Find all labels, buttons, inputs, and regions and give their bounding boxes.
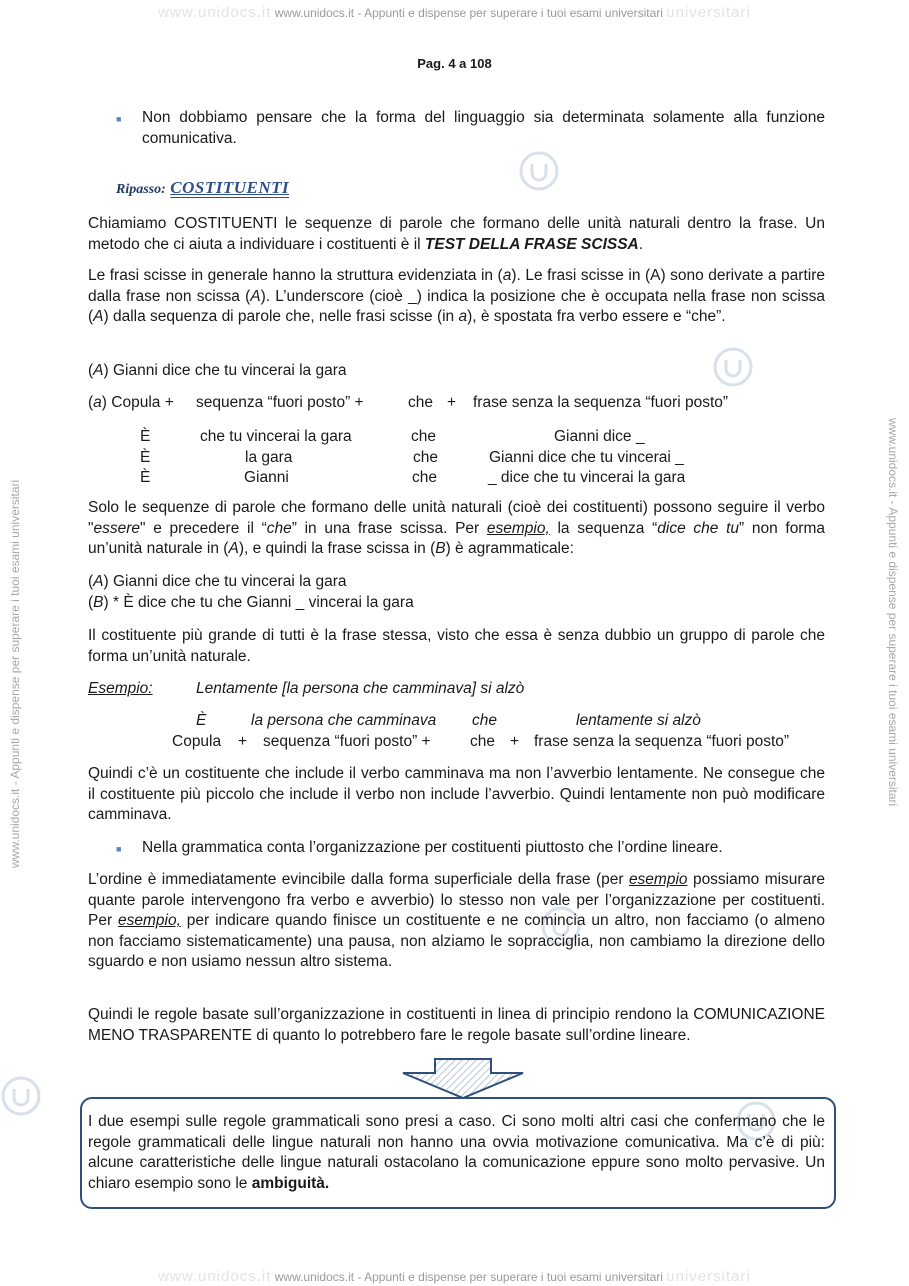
watermark-right-vertical: www.unidocs.it - Appunti e dispense per superare i tuoi esami universitari <box>886 418 900 807</box>
esempio-label: Esempio: <box>88 680 153 697</box>
paragraph: Quindi le regole basate sull’organizzazione in costituenti in linea di principio rendono la COMUNICAZIONE MENO TRASPARENTE di quanto lo potrebbero fare le regole basate sull’ordine lineare. <box>88 1006 825 1044</box>
example-line-A: (A) Gianni dice che tu vincerai la gara <box>88 362 347 379</box>
watermark-faint-left: www.unidocs.it <box>158 4 272 21</box>
watermark-faint-right: universitari <box>666 1268 751 1285</box>
paragraph: L’ordine è immediatamente evincibile dalla forma superficiale della frase (per esempio possiamo misurare quante parole intervengono fra verbo e avverbio) lo stesso non vale per l’organizzazione per costituenti. Per esempio, per indicare quando finisce un costituente e ne comincia un altro, non facciamo (o almeno non facciamo sistematicamente) una pausa, non alziamo le sopracciglia, non cambiamo la direzione dello sguardo e non usiamo nessun altro sistema. <box>88 871 825 970</box>
unidocs-logo-icon <box>712 346 754 388</box>
watermark-top <box>0 4 909 21</box>
bullet-text: Nella grammatica conta l’organizzazione per costituenti piuttosto che l’ordine lineare. <box>142 839 723 856</box>
paragraph: Il costituente più grande di tutti è la frase stessa, visto che essa è senza dubbio un gruppo di parole che forma un’unità naturale. <box>88 627 825 665</box>
bullet-icon: ■ <box>116 114 122 124</box>
watermark-faint-left: www.unidocs.it <box>158 1268 272 1285</box>
watermark-left-vertical: www.unidocs.it - Appunti e dispense per superare i tuoi esami universitari <box>8 479 22 868</box>
unidocs-logo-icon <box>518 150 560 192</box>
structure-line: (a) Copula + sequenza “fuori posto” + che + frase senza la sequenza “fuori posto” <box>88 394 729 411</box>
example-line-B: (B) * È dice che tu che Gianni _ vincerai la gara <box>88 594 414 611</box>
section-label: Ripasso: <box>116 182 166 197</box>
paragraph: Chiamiamo COSTITUENTI le sequenze di parole che formano delle unità naturali dentro la frase. Un metodo che ci aiuta a individuare i costituenti è il TEST DELLA FRASE SCISSA. <box>88 215 825 253</box>
bullet-icon: ■ <box>116 844 122 854</box>
section-heading <box>116 178 289 198</box>
bullet-text: Non dobbiamo pensare che la forma del linguaggio sia determinata solamente alla funzione comunicativa. <box>142 109 825 147</box>
example-line-A2: (A) Gianni dice che tu vincerai la gara <box>88 573 347 590</box>
paragraph: Le frasi scisse in generale hanno la struttura evidenziata in (a). Le frasi scisse in (A) sono derivate a partire dalla frase non scissa (A). L’underscore (cioè _) indica la posizione che è occupata nella frase non scissa (A) dalla sequenza di parole che, nelle frasi scisse (in a), è spostata fra verbo essere e “che”. <box>88 267 825 325</box>
watermark-line: www.unidocs.it - Appunti e dispense per superare i tuoi esami universitari <box>274 1270 663 1284</box>
unidocs-logo-icon <box>0 1075 42 1117</box>
summary-text: I due esempi sulle regole grammaticali sono presi a caso. Ci sono molti altri casi che confermano che le regole grammaticali delle lingue naturali non hanno una ovvia motivazione comunicativa. Ma c’è di più: alcune caratteristiche delle lingue naturali ostacolano la comunicazione eppure sono molto pervasive. Un chiaro esempio sono le ambiguità. <box>88 1113 825 1192</box>
paragraph: Quindi c’è un costituente che include il verbo camminava ma non l’avverbio lentamente. Ne consegue che il costituente più piccolo che include il verbo non include l’avverbio. Quindi lentamente non può modificare camminava. <box>88 765 825 823</box>
cleft-examples: È che tu vincerai la gara che Gianni dice _ È la gara che Gianni dice che tu vincerai _ È Gianni che _ dice che tu vincerai la gara <box>140 428 686 486</box>
esempio-sentence: Lentamente [la persona che camminava] si alzò <box>196 680 525 697</box>
down-arrow-icon <box>400 1058 526 1100</box>
watermark-faint-right: universitari <box>666 4 751 21</box>
section-title: COSTITUENTI <box>170 178 290 197</box>
watermark-bottom <box>0 1268 909 1285</box>
page-number: Pag. 4 a 108 <box>417 56 492 71</box>
paragraph: Solo le sequenze di parole che formano delle unità naturali (cioè dei costituenti) possono seguire il verbo "essere" e precedere il “che” in una frase scissa. Per esempio, la sequenza “dice che tu” non forma un’unità naturale in (A), e quindi la frase scissa in (B) è agrammaticale: <box>88 499 826 557</box>
watermark-line: www.unidocs.it - Appunti e dispense per superare i tuoi esami universitari <box>274 6 663 20</box>
